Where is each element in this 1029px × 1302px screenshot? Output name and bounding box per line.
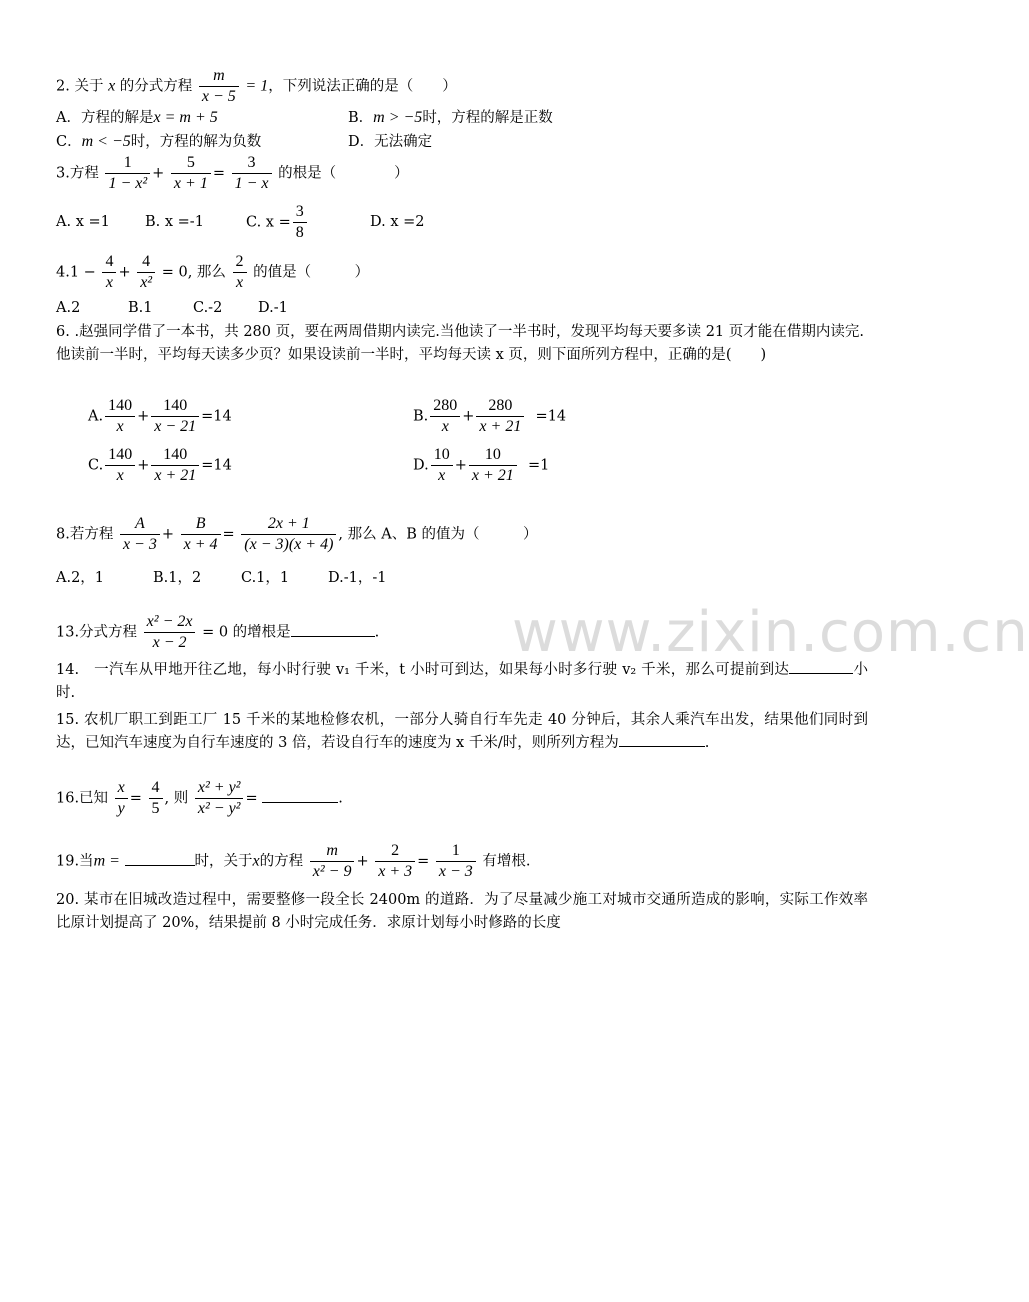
q3-option-d: D. x =2 (370, 214, 425, 230)
q16-pre: 16.已知 (56, 790, 109, 807)
q16-fraction-3 (195, 778, 244, 819)
question-16 (56, 778, 343, 819)
q16-mid: , 则 (164, 790, 189, 807)
q2-frac-den: x − 5 (199, 86, 239, 107)
q2-number: 2. (56, 78, 70, 95)
q2-fraction (199, 66, 239, 107)
q4-mid: = 0, 那么 (161, 264, 226, 281)
q16-f2-den: 5 (149, 798, 163, 819)
q6-c-n2: 140 (163, 446, 188, 463)
q4-f1-den: x (102, 272, 116, 293)
q8-f1-num: A (135, 515, 145, 532)
q3-optc-num: 3 (295, 203, 304, 220)
q15-answer-blank[interactable] (619, 732, 705, 747)
q6-a-frac-1 (105, 396, 135, 437)
q4-f1-num: 4 (105, 253, 114, 270)
q2-option-b (348, 106, 553, 127)
q2-var: x (108, 77, 116, 95)
q19-fraction-2 (375, 841, 415, 882)
q3-post: 的根是（ ） (278, 165, 409, 182)
question-6: 6. .赵强同学借了一本书，共 280 页，要在两周借期内读完.当他读了一半书时，发现平均每天要多读 21 页才能在借期内读完.他读前一半时，平均每天读多少页？如果设读前一半时，平均每天读 x 页，则下面所列方程中，正确的是( ) (56, 324, 864, 363)
q3-f2-den: x + 1 (171, 173, 211, 194)
q19-f1-den: x² − 9 (310, 861, 355, 882)
q6-c-d1: x (105, 465, 135, 486)
q8-option-a: A.2，1 (56, 570, 105, 586)
q4-pre: 4.1 − (56, 264, 96, 281)
q16-period: . (338, 790, 343, 807)
q16-f3-den: x² − y² (195, 798, 244, 819)
q4-fraction-3 (233, 252, 247, 293)
q16-f1-num: x (117, 779, 125, 796)
watermark: www.zixin.com.cn (512, 600, 1029, 665)
q19-mid: 时，关于 (194, 853, 253, 870)
q6-d-rhs: =1 (528, 457, 550, 474)
q3-option-c-label: C. x = (246, 214, 291, 231)
q3-f1-num: 1 (123, 154, 132, 171)
q8-pre: 8.若方程 (56, 526, 114, 543)
q14-text: 14. 一汽车从甲地开往乙地，每小时行驶 v₁ 千米，t 小时可到达，如果每小时多行驶 v₂ 千米，那么可提前到达 (56, 662, 790, 678)
q3-option-a: A. x =1 (56, 214, 110, 230)
q2-option-b-math: m > −5 (373, 109, 423, 126)
q3-optc-den: 8 (293, 222, 307, 243)
q4-f3-num: 2 (235, 253, 244, 270)
q6-a-n2: 140 (163, 397, 188, 414)
q15-text: 15. 农机厂职工到距工厂 15 千米的某地检修农机，一部分人骑自行车先走 40 分钟后，其余人乘汽车出发，结果他们同时到达，已知汽车速度为自行车速度的 3 倍，若设自行车的速度为 x 千米/时，则所列方程为 (56, 712, 868, 751)
q16-answer-blank[interactable] (262, 788, 338, 803)
q3-option-c-fraction (293, 202, 307, 243)
q2-option-c-label: C． (56, 134, 82, 150)
q19-f2-num: 2 (391, 842, 400, 859)
q13-answer-blank[interactable] (291, 622, 375, 637)
q6-c-d2: x + 21 (151, 465, 199, 486)
q4-f2-num: 4 (142, 253, 151, 270)
question-4: 4.1 − $\frac{4}{x}$ + $\frac{4}{\text{x²}}$ = 0, 那么 $\frac{2}{x}$ 的值是（ ） (56, 253, 370, 291)
q4-option-b: B.1 (128, 300, 153, 316)
question-2 (56, 66, 457, 107)
q19-fraction-1 (310, 841, 355, 882)
q6-option-d: D. $\frac{10}{x}$ + $\frac{10}{x + 21}$ =1 (413, 446, 550, 484)
q2-option-c-math: m < −5 (81, 133, 131, 150)
q4-option-c: C.-2 (193, 300, 223, 316)
q8-option-d: D.-1，-1 (328, 570, 387, 586)
q13-den: x − 2 (144, 632, 196, 653)
q3-f2-num: 5 (186, 154, 195, 171)
q8-fraction-3 (241, 514, 336, 555)
q13-post: = 0 的增根是 (202, 624, 291, 641)
q14-answer-blank[interactable] (789, 659, 853, 674)
question-3: 3.方程 $\frac{1}{\text{1 − x²}}$ + $\frac{5}{x + 1}$ = $\frac{3}{1 - x}$ 的根是（ ） (56, 154, 409, 192)
q13-num: x² − 2x (146, 613, 193, 630)
q4-f2-den: x² (137, 272, 155, 293)
q2-post: ，下列说法正确的是（ ） (268, 78, 457, 95)
q8-f3-num: 2x + 1 (267, 515, 310, 532)
q19-f3-num: 1 (451, 842, 460, 859)
q6-a-d2: x − 21 (151, 416, 199, 437)
q6-d-frac-2 (469, 445, 517, 486)
q2-option-d: D．无法确定 (348, 134, 433, 150)
q3-fraction-3 (232, 153, 272, 194)
q19-f2-den: x + 3 (375, 861, 415, 882)
q6-option-c: C. $\frac{140}{x}$ + $\frac{140}{x + 21}$ =14 (88, 446, 232, 484)
q8-f2-den: x + 4 (181, 534, 221, 555)
q4-option-a: A.2 (56, 300, 81, 316)
q6-d-n1: 10 (433, 446, 450, 463)
q16-f1-den: y (115, 798, 128, 819)
question-14 (56, 659, 868, 705)
q6-a-label: A. (88, 408, 104, 425)
q6-c-n1: 140 (108, 446, 133, 463)
q2-mid: 的分式方程 (119, 78, 193, 95)
q2-option-b-text: 时，方程的解是正数 (422, 110, 553, 126)
q3-fraction-1 (105, 153, 150, 194)
q3-f3-den: 1 − x (232, 173, 272, 194)
q13-pre: 13.分式方程 (56, 624, 138, 641)
q6-c-frac-2 (151, 445, 199, 486)
q4-post: 的值是（ ） (253, 264, 370, 281)
q6-a-rhs: =14 (201, 408, 232, 425)
q6-d-frac-1 (431, 445, 453, 486)
q6-b-d1: x (430, 416, 460, 437)
q8-f2-num: B (195, 515, 206, 532)
q6-a-n1: 140 (108, 397, 133, 414)
q19-fraction-3 (436, 841, 476, 882)
q4-fraction-2 (137, 252, 155, 293)
q2-option-c (56, 130, 261, 151)
q3-f3-num: 3 (247, 154, 256, 171)
q2-frac-num: m (213, 67, 225, 84)
question-15 (56, 709, 868, 755)
q19-f3-den: x − 3 (436, 861, 476, 882)
q19-answer-blank[interactable] (125, 851, 195, 866)
q8-post: , 那么 A、B 的值为（ ） (338, 526, 538, 543)
q16-fraction-2 (149, 778, 163, 819)
q6-b-n2: 280 (488, 397, 513, 414)
question-8: 8.若方程 $\frac{A}{x - 3}$ + $\frac{B}{x + 4}$ = $\frac{2x + 1}{(x - 3)(x + 4)}$ , 那么 A、B 的值为（ ） (56, 515, 538, 553)
q4-fraction-1 (102, 252, 116, 293)
q3-f1-den: 1 − x² (105, 173, 150, 194)
q3-option-c (246, 202, 309, 243)
q16-fraction-1 (115, 778, 128, 819)
question-19: 19.当m = 时，关于x的方程 $\frac{m}{\text{x² − 9}}$ + $\frac{2}{x + 3}$ = $\frac{1}{x - 3}$ 有增根. (56, 842, 531, 880)
q6-b-label: B. (413, 408, 429, 425)
q6-option-b: B. $\frac{280}{x}$ + $\frac{280}{x + 21}$ =14 (413, 397, 567, 435)
q14-tail: 小时. (56, 662, 869, 701)
q8-fraction-2 (181, 514, 221, 555)
q16-f2-num: 4 (151, 779, 160, 796)
q6-b-frac-2 (476, 396, 524, 437)
q6-c-frac-1 (105, 445, 135, 486)
q2-eq: = 1 (245, 77, 269, 95)
q19-f1-num: m (326, 842, 338, 859)
question-20: 20. 某市在旧城改造过程中，需要整修一段全长 2400m 的道路．为了尽量减少施工对城市交通所造成的影响，实际工作效率比原计划提高了 20%，结果提前 8 小时完成任务．求原计划每小时修路的长度 (56, 892, 868, 931)
q4-f3-den: x (233, 272, 247, 293)
q6-d-n2: 10 (484, 446, 501, 463)
q6-d-d1: x (431, 465, 453, 486)
q2-option-c-text: 时，方程的解为负数 (130, 134, 262, 150)
q6-d-label: D. (413, 457, 429, 474)
q13-period: . (374, 624, 380, 641)
q16-eq2: = (245, 790, 258, 807)
q2-pre: 关于 (74, 78, 104, 95)
q16-eq: = (129, 790, 142, 807)
q6-a-frac-2 (151, 396, 199, 437)
q8-option-b: B.1，2 (153, 570, 202, 586)
q6-option-a: A. $\frac{140}{x}$ + $\frac{140}{x - 21}$ =14 (88, 397, 232, 435)
q2-option-a-text: A．方程的解是 (56, 110, 154, 126)
q6-b-d2: x + 21 (476, 416, 524, 437)
q3-pre: 3.方程 (56, 165, 99, 182)
q6-b-n1: 280 (433, 397, 458, 414)
question-13 (56, 612, 379, 653)
q6-c-label: C. (88, 457, 104, 474)
q2-option-a (56, 106, 218, 127)
q3-fraction-2 (171, 153, 211, 194)
q2-option-b-label: B． (348, 110, 374, 126)
q6-b-frac-1 (430, 396, 460, 437)
q6-c-rhs: =14 (201, 457, 232, 474)
q19-var: m = (93, 852, 120, 870)
q16-f3-num: x² + y² (197, 779, 241, 796)
q8-f3-den: (x − 3)(x + 4) (241, 534, 336, 555)
q3-option-b: B. x =-1 (145, 214, 204, 230)
q4-option-d: D.-1 (258, 300, 288, 316)
q2-option-a-math: x = m + 5 (153, 109, 218, 126)
q13-fraction (144, 612, 196, 653)
q19-var2: x (252, 852, 260, 870)
q6-d-d2: x + 21 (469, 465, 517, 486)
q19-pre: 19.当 (56, 853, 94, 870)
q8-fraction-1 (120, 514, 160, 555)
q6-a-d1: x (105, 416, 135, 437)
q8-f1-den: x − 3 (120, 534, 160, 555)
q19-mid2: 的方程 (259, 853, 304, 870)
q15-tail: . (704, 735, 710, 751)
q6-b-rhs: =14 (535, 408, 567, 425)
q8-option-c: C.1，1 (241, 570, 290, 586)
q19-post: 有增根. (482, 853, 531, 870)
